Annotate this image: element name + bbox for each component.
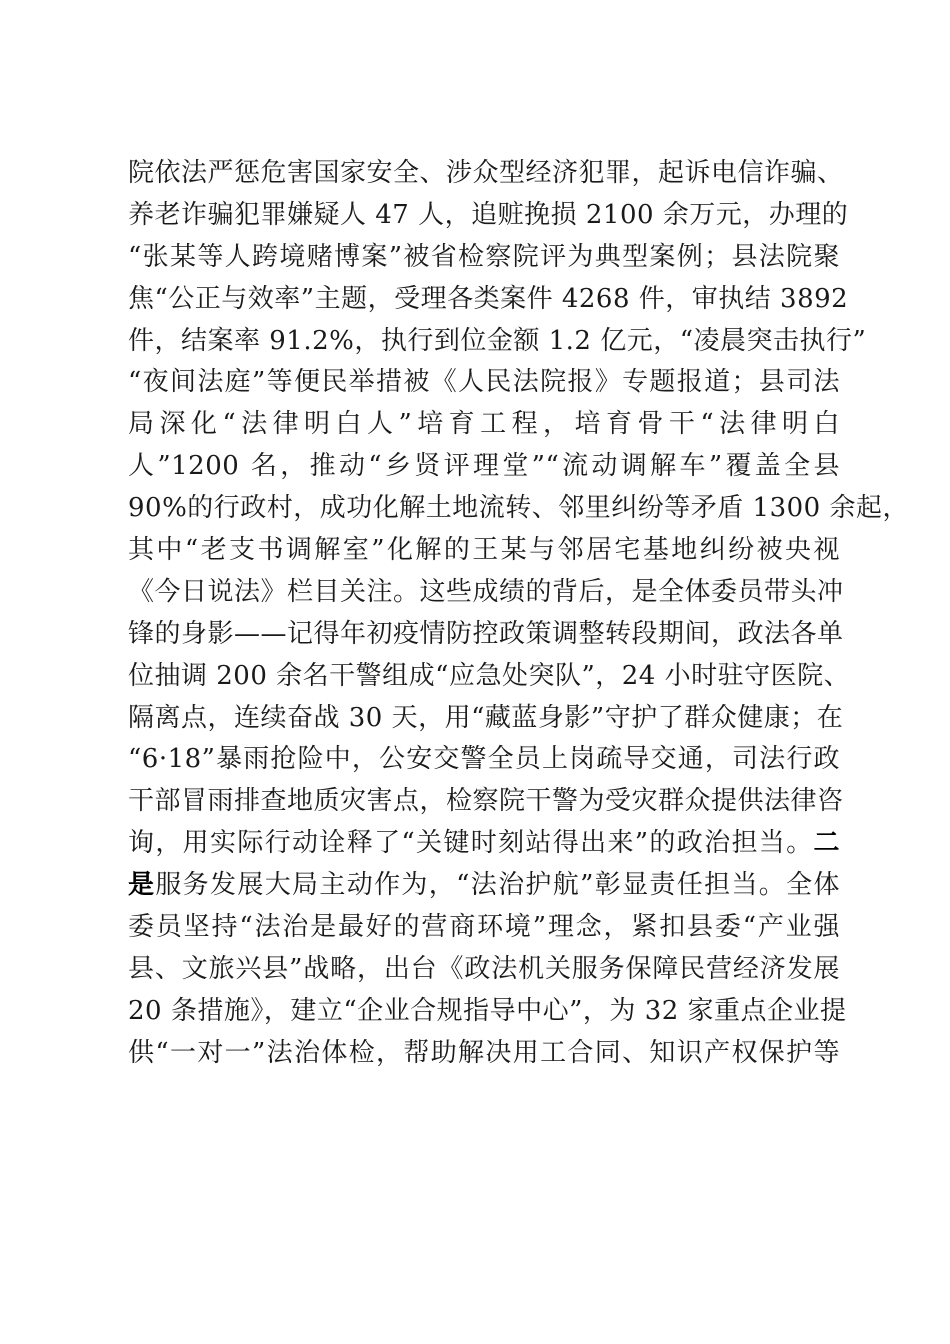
text-line-17: 询，用实际行动诠释了“关键时刻站得出来”的政治担当。二: [128, 828, 840, 859]
text-line-16: 干部冒雨排查地质灾害点，检察院干警为受灾群众提供法律咨: [128, 786, 844, 817]
text-line-10: 其中“老支书调解室”化解的王某与邻居宅基地纠纷被央视: [128, 535, 840, 566]
text-line-18: 是服务发展大局主动作为，“法治护航”彰显责任担当。全体: [128, 870, 840, 901]
text-line-1: 院依法严惩危害国家安全、涉众型经济犯罪，起诉电信诈骗、: [128, 158, 844, 188]
text-line-12: 锋的身影——记得年初疫情防控政策调整转段期间，政法各单: [128, 618, 844, 649]
text-line-22: 供“一对一”法治体检，帮助解决用工合同、知识产权保护等: [128, 1037, 840, 1068]
text-line-9: 90%的行政村，成功化解土地流转、邻里纠纷等矛盾 1300 余起，: [128, 493, 909, 524]
text-line-13: 位抽调 200 余名干警组成“应急处突队”，24 小时驻守医院、: [128, 660, 851, 691]
bold-heading-char: 是: [128, 870, 156, 901]
text-line-6: “夜间法庭”等便民举措被《人民法院报》专题报道；县司法: [128, 367, 840, 398]
text-line-11: 《今日说法》栏目关注。这些成绩的背后，是全体委员带头冲: [128, 576, 844, 607]
text-line-8: 人”1200 名，推动“乡贤评理堂”“流动调解车”覆盖全县: [128, 451, 840, 482]
text-line-2: 养老诈骗犯罪嫌疑人 47 人，追赃挽损 2100 余万元，办理的: [128, 199, 849, 230]
text-line-5: 件，结案率 91.2%，执行到位金额 1.2 亿元，“凌晨突击执行”: [128, 325, 867, 356]
text-line-20: 县、文旅兴县”战略，出台《政法机关服务保障民营经济发展: [128, 953, 840, 984]
text-line-21: 20 条措施》，建立“企业合规指导中心”，为 32 家重点企业提: [128, 995, 847, 1026]
text-line-3: “张某等人跨境赌博案”被省检察院评为典型案例；县法院聚: [128, 241, 840, 272]
text-line-4: 焦“公正与效率”主题，受理各类案件 4268 件，审执结 3892: [128, 283, 849, 314]
bold-heading-char: 二: [813, 828, 840, 859]
text-line-14: 隔离点，连续奋战 30 天，用“藏蓝身影”守护了群众健康；在: [128, 702, 844, 733]
body-paragraph: [128, 153, 909, 1075]
text-line-7: 局深化“法律明白人”培育工程，培育骨干“法律明白: [128, 409, 840, 440]
text-line-15: “6·18”暴雨抢险中，公安交警全员上岗疏导交通，司法行政: [128, 744, 840, 775]
text-line-19: 委员坚持“法治是最好的营商环境”理念，紧扣县委“产业强: [128, 912, 840, 943]
